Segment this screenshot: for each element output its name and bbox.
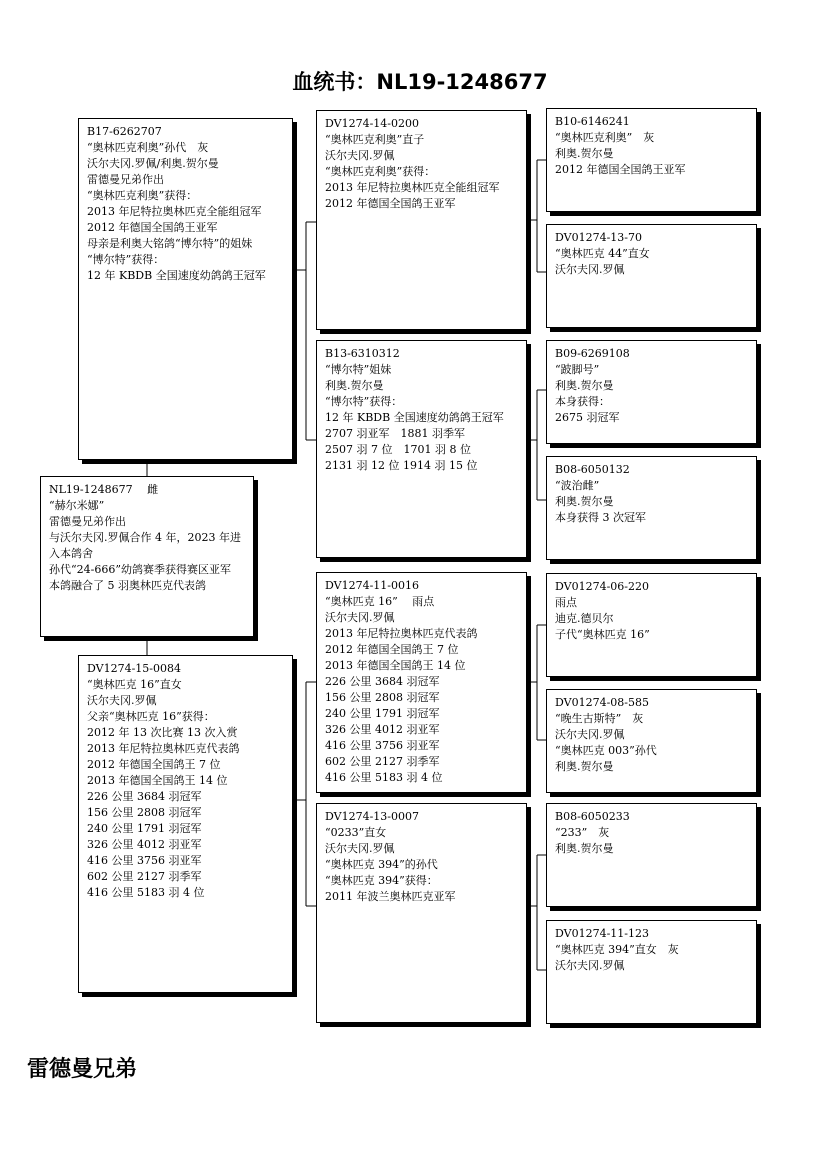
pigeon-name: “奥林匹克 16”直女 [87,678,182,691]
info-line: 本身获得 3 次冠军 [555,511,646,524]
great-grandparent-card [546,224,757,328]
info-line: 156 公里 2808 羽冠军 [87,806,202,819]
info-line: 2012 年德国全国鸽王 7 位 [325,643,459,656]
info-line: “奥林匹克利奥”获得： [87,189,198,202]
granddam-maternal-card [316,803,527,1023]
pigeon-name: “0233”直女 [325,826,387,839]
great-grandparent-card [546,108,757,212]
info-line: “奥林匹克 394”获得： [325,874,438,887]
great-grandparent-card [546,456,757,560]
info-line: 416 公里 3756 羽亚军 [325,739,440,752]
info-line: 2013 年尼特拉奥林匹克全能组冠军 [325,181,500,194]
info-line: 孙代“24-666”幼鸽赛季获得赛区亚军 [49,563,231,576]
granddam-paternal-card [316,340,527,558]
info-line: 2675 羽冠军 [555,411,620,424]
great-grandparent-card [546,689,757,793]
info-line: 利奥.贺尔曼 [555,842,614,855]
info-line: “博尔特”获得： [87,253,165,266]
breeder-name: 雷德曼兄弟 [27,1057,138,1082]
great-grandparent-card [546,920,757,1024]
info-line: 沃尔夫冈.罗佩 [325,842,395,855]
pigeon-name: 雨点 [555,596,577,609]
info-line: 2012 年德国全国鸽王亚军 [325,197,456,210]
info-line: 母亲是利奥大铭鸽“博尔特”的姐妹 [87,237,253,250]
pigeon-name: “波治雌” [555,479,600,492]
ring-number: DV1274-14-0200 [325,117,419,130]
info-line: 雷德曼兄弟作出 [49,515,126,528]
info-line: 2012 年德国全国鸽王 7 位 [87,758,221,771]
info-line: 2012 年德国全国鸽王亚军 [555,163,686,176]
great-grandparent-card [546,573,757,677]
info-line: 父亲“奥林匹克 16”获得： [87,710,215,723]
info-line: 迪克.德贝尔 [555,612,614,625]
info-line: 602 公里 2127 羽季军 [87,870,202,883]
info-line: 2131 羽 12 位 1914 羽 15 位 [325,459,478,472]
great-grandparent-card [546,803,757,907]
info-line: 本鸽融合了 5 羽奥林匹克代表鸽 [49,579,206,592]
info-line: 416 公里 5183 羽 4 位 [87,886,205,899]
info-line: 沃尔夫冈.罗佩 [555,728,625,741]
ring-number: DV1274-15-0084 [87,662,181,675]
ring-number: DV01274-13-70 [555,231,642,244]
info-line: 240 公里 1791 羽冠军 [325,707,440,720]
pigeon-name: “晚生古斯特” 灰 [555,712,644,725]
ring-number: DV1274-13-0007 [325,810,419,823]
info-line: 226 公里 3684 羽冠军 [87,790,202,803]
ring-number: DV01274-11-123 [555,927,649,940]
info-line: 2707 羽亚军 1881 羽季军 [325,427,465,440]
info-line: 子代“奥林匹克 16” [555,628,650,641]
ring-number: DV01274-08-585 [555,696,649,709]
info-line: 沃尔夫冈.罗佩/利奥.贺尔曼 [87,157,219,170]
ring-number: DV1274-11-0016 [325,579,419,592]
pigeon-name: “奥林匹克 44”直女 [555,247,650,260]
info-line: 雷德曼兄弟作出 [87,173,164,186]
ring-number: NL19-1248677 雌 [49,483,159,496]
info-line: 2013 年德国全国鸽王 14 位 [87,774,228,787]
info-line: 利奥.贺尔曼 [555,495,614,508]
ring-number: B08-6050233 [555,810,630,823]
pigeon-name: “奥林匹克 394”直女 灰 [555,943,679,956]
ring-number: B09-6269108 [555,347,630,360]
page-title: 血统书：NL19-1248677 [292,70,548,94]
info-line: 2011 年波兰奥林匹克亚军 [325,890,456,903]
info-line: 沃尔夫冈.罗佩 [325,611,395,624]
info-line: 416 公里 5183 羽 4 位 [325,771,443,784]
pigeon-name: “奥林匹克利奥”孙代 灰 [87,141,209,154]
pigeon-name: “赫尔米娜” [49,499,105,512]
ring-number: B17-6262707 [87,125,162,138]
sire-card [78,118,293,460]
info-line: 2013 年尼特拉奥林匹克代表鸽 [87,742,240,755]
pigeon-name: “奥林匹克 16” 雨点 [325,595,435,608]
info-line: 2012 年 13 次比赛 13 次入赏 [87,726,238,739]
info-line: 326 公里 4012 羽亚军 [325,723,440,736]
info-line: “奥林匹克 394”的孙代 [325,858,438,871]
ring-number: DV01274-06-220 [555,580,649,593]
info-line: 2013 年尼特拉奥林匹克代表鸽 [325,627,478,640]
info-line: 沃尔夫冈.罗佩 [555,263,625,276]
ring-number: B08-6050132 [555,463,630,476]
info-line: 利奥.贺尔曼 [555,147,614,160]
dam-card [78,655,293,993]
pigeon-name: “奥林匹克利奥” 灰 [555,131,655,144]
info-line: 240 公里 1791 羽冠军 [87,822,202,835]
info-line: 226 公里 3684 羽冠军 [325,675,440,688]
info-line: 156 公里 2808 羽冠军 [325,691,440,704]
info-line: “奥林匹克 003”孙代 [555,744,657,757]
info-line: 2012 年德国全国鸽王亚军 [87,221,218,234]
info-line: 沃尔夫冈.罗佩 [325,149,395,162]
info-line: 12 年 KBDB 全国速度幼鸽鸽王冠军 [87,269,266,282]
info-line: “奥林匹克利奥”获得： [325,165,436,178]
info-line: 326 公里 4012 羽亚军 [87,838,202,851]
info-line: 利奥.贺尔曼 [555,379,614,392]
info-line: 沃尔夫冈.罗佩 [87,694,157,707]
info-line: 沃尔夫冈.罗佩 [555,959,625,972]
great-grandparent-card [546,340,757,444]
subject-pigeon-card [40,476,254,637]
info-line: 2507 羽 7 位 1701 羽 8 位 [325,443,471,456]
pigeon-name: “奥林匹克利奥”直子 [325,133,425,146]
ring-number: B10-6146241 [555,115,630,128]
info-line: 602 公里 2127 羽季军 [325,755,440,768]
info-line: 12 年 KBDB 全国速度幼鸽鸽王冠军 [325,411,504,424]
pigeon-name: “博尔特”姐妹 [325,363,392,376]
info-line: “博尔特”获得： [325,395,403,408]
ring-number: B13-6310312 [325,347,400,360]
info-line: 利奥.贺尔曼 [325,379,384,392]
info-line: 与沃尔夫冈.罗佩合作 4 年，2023 年进入本鸽舍 [49,531,241,560]
grandsire-maternal-card [316,572,527,793]
info-line: 2013 年德国全国鸽王 14 位 [325,659,466,672]
grandsire-paternal-card [316,110,527,330]
info-line: 本身获得： [555,395,610,408]
info-line: 416 公里 3756 羽亚军 [87,854,202,867]
info-line: 利奥.贺尔曼 [555,760,614,773]
info-line: 2013 年尼特拉奥林匹克全能组冠军 [87,205,262,218]
pigeon-name: “233” 灰 [555,826,610,839]
pigeon-name: “跛脚号” [555,363,600,376]
